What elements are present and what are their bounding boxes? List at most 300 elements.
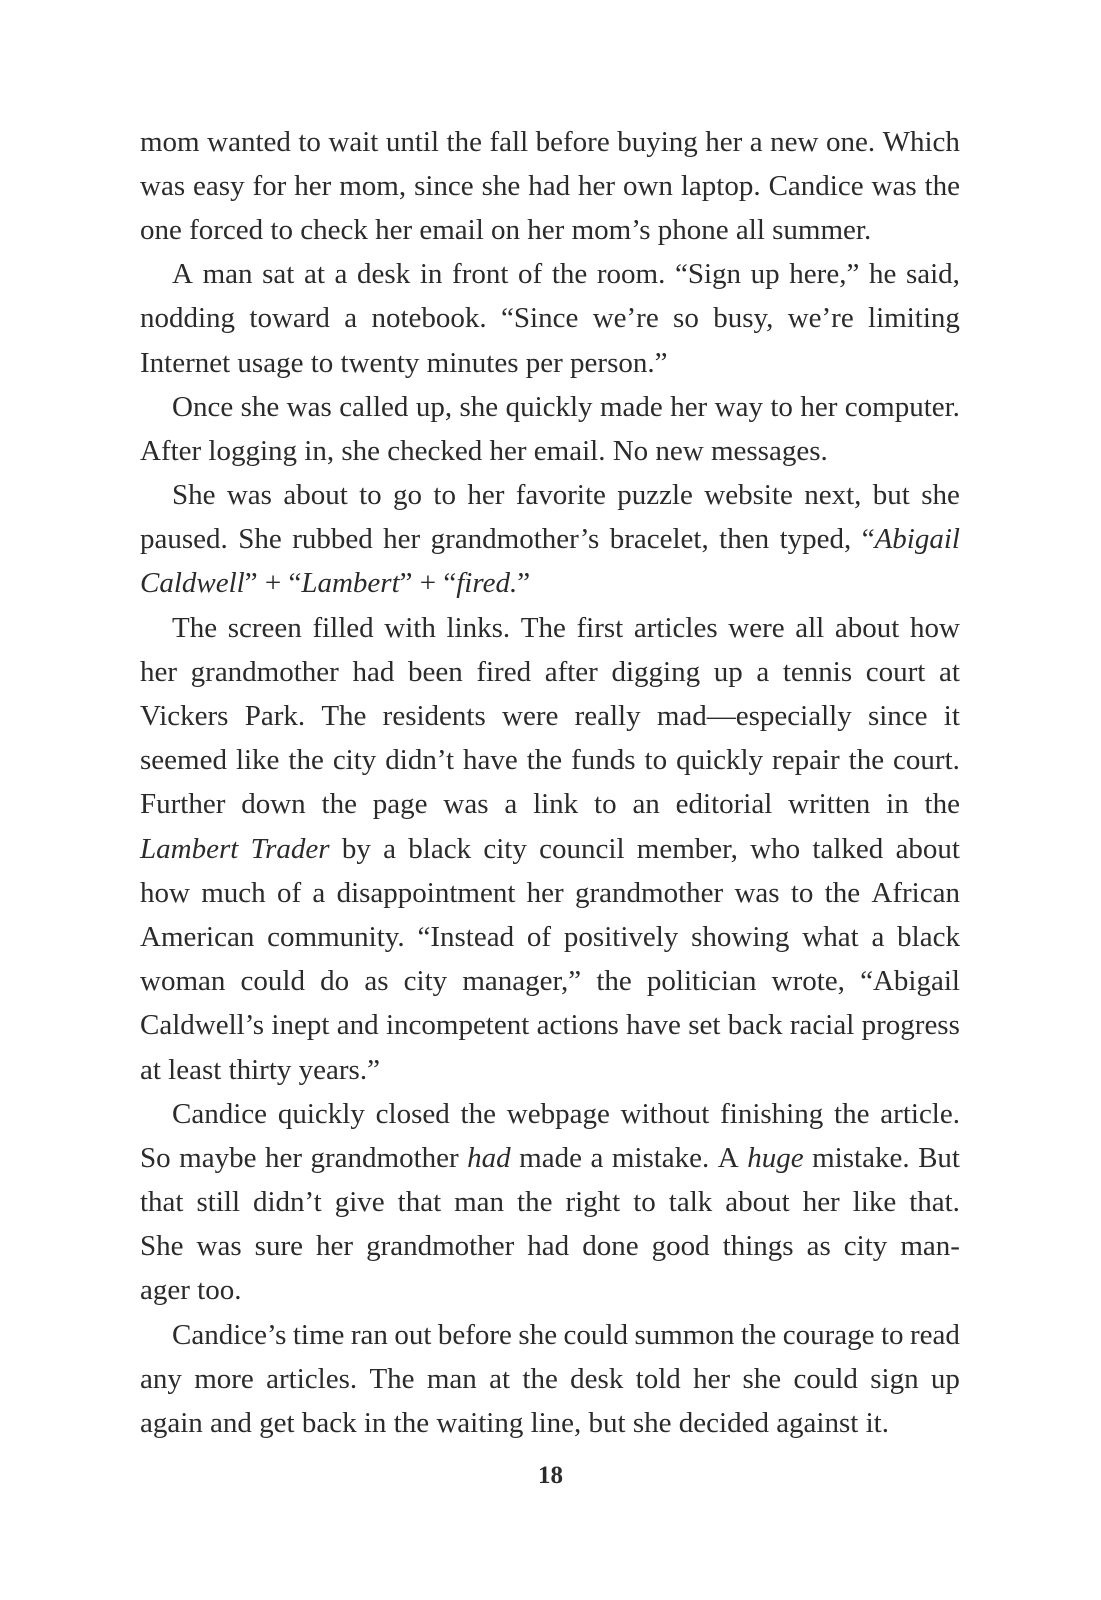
word: first (576, 611, 624, 644)
word: a (383, 832, 396, 865)
word: city (483, 832, 527, 865)
text-line (140, 385, 960, 429)
word: new (770, 125, 819, 158)
text-line (140, 1092, 960, 1136)
text-run: one forced to check her email on her mom’s phone all summer. (140, 213, 872, 246)
word: about (834, 611, 900, 644)
word: one. (826, 125, 876, 158)
word: she (459, 390, 499, 423)
text-run: After logging in, she checked her email. No new messages. (140, 434, 828, 467)
word: made (519, 1141, 582, 1174)
word: her (140, 655, 178, 688)
word: So (140, 1141, 171, 1174)
word: we’re (592, 302, 659, 335)
word: of (276, 876, 302, 909)
word: progress (861, 1009, 960, 1042)
word: to (790, 876, 814, 909)
word: limiting (868, 302, 960, 335)
word: A (717, 1141, 739, 1174)
word: since (867, 700, 928, 733)
word: who (750, 832, 801, 865)
text-line (140, 1181, 960, 1225)
word: Abigail (874, 523, 960, 556)
word: her (578, 169, 616, 202)
word: the (526, 744, 563, 777)
word: Park. (244, 700, 306, 733)
word: A (172, 258, 193, 291)
word: in (886, 788, 909, 821)
word: quickly (505, 390, 593, 423)
word: ran (350, 1318, 388, 1351)
word: made (599, 390, 663, 423)
word: woman (140, 965, 226, 998)
word: The (321, 700, 367, 733)
word: court (865, 655, 926, 688)
word: finishing (720, 1097, 824, 1130)
text-line (140, 827, 960, 871)
word: told (635, 1362, 681, 1395)
word: like (235, 744, 280, 777)
word: had (467, 1141, 511, 1174)
word: mad—especially (656, 700, 852, 733)
word: digging (611, 655, 701, 688)
word: out (394, 1318, 432, 1351)
word: by (341, 832, 371, 865)
word: that. (909, 1186, 960, 1219)
word: manager,” (462, 965, 582, 998)
word: black (408, 832, 472, 865)
word: Trader (250, 832, 330, 865)
word: racial (789, 1009, 855, 1042)
word: The (369, 1362, 415, 1395)
text-line (140, 871, 960, 915)
word: articles. (266, 1362, 358, 1395)
word: up (930, 1362, 960, 1395)
text-line (140, 518, 960, 562)
word: and (336, 1009, 379, 1042)
word: to (633, 1186, 656, 1219)
text-line (140, 1048, 960, 1092)
word: the (460, 1097, 496, 1130)
word: way (714, 390, 763, 423)
word: African (871, 876, 960, 909)
word: computer. (844, 390, 960, 423)
text-line (140, 1225, 960, 1269)
word: at (303, 258, 325, 291)
word: disappointment (336, 876, 516, 909)
word: since (414, 169, 474, 202)
text-line (140, 960, 960, 1004)
word: could (563, 1318, 628, 1351)
word: talk (668, 1186, 713, 1219)
word: she (742, 1362, 782, 1395)
text-line (140, 1269, 960, 1313)
italic-text: Lambert (301, 567, 400, 600)
word: a (756, 655, 770, 688)
word: article. (880, 1097, 960, 1130)
word: seemed (140, 744, 227, 777)
word: puzzle (617, 479, 693, 512)
word: own (622, 169, 673, 202)
word: grandmother’s (430, 523, 600, 556)
word: before (437, 1318, 512, 1351)
word: down (241, 788, 306, 821)
word: Caldwell’s (140, 1009, 265, 1042)
word: mistake. (812, 1141, 910, 1174)
text-line (140, 915, 960, 959)
word: mistake. (611, 1141, 710, 1174)
word: positively (563, 920, 679, 953)
word: bracelet, (609, 523, 709, 556)
word: before (535, 125, 610, 158)
word: her (467, 479, 505, 512)
word: closed (375, 1097, 450, 1130)
word: “Abigail (860, 965, 960, 998)
word: the (924, 169, 960, 202)
word: the (848, 744, 885, 777)
word: he (868, 258, 897, 291)
word: next, (804, 479, 862, 512)
word: about (725, 1186, 790, 1219)
word: time (292, 1318, 345, 1351)
word: of (518, 258, 543, 291)
word: good (651, 1230, 710, 1263)
word: what (802, 920, 859, 953)
word: the (924, 788, 960, 821)
word: how (909, 611, 960, 644)
word: give (334, 1186, 385, 1219)
word: go (393, 479, 423, 512)
word: were (728, 611, 785, 644)
page-number: 18 (538, 1462, 563, 1489)
word: community. (267, 920, 405, 953)
word: had (527, 1230, 570, 1263)
word: city (332, 744, 377, 777)
word: wait (328, 125, 379, 158)
text-run: ager too. (140, 1274, 242, 1307)
word: to (359, 479, 382, 512)
word: all (795, 611, 825, 644)
word: back (727, 1009, 783, 1042)
word: repair (772, 744, 840, 777)
word: was (734, 876, 780, 909)
word: her (526, 876, 564, 909)
word: Further (140, 788, 226, 821)
word: an (632, 788, 660, 821)
word: that (140, 1186, 184, 1219)
word: talked (812, 832, 884, 865)
word: grandmother (190, 655, 339, 688)
word: to (594, 788, 617, 821)
word: council (539, 832, 625, 865)
word: could (240, 965, 305, 998)
word: said, (905, 258, 960, 291)
word: was (871, 169, 917, 202)
text-line (140, 1401, 960, 1445)
word: nodding (140, 302, 236, 335)
word: about (895, 832, 960, 865)
text-line (140, 253, 960, 297)
word: laptop. (680, 169, 761, 202)
text-line (140, 694, 960, 738)
word: fired (476, 655, 532, 688)
word: “ (861, 523, 875, 556)
word: a (312, 876, 326, 909)
word: But (918, 1141, 960, 1174)
word: her (693, 1362, 731, 1395)
word: more (194, 1362, 254, 1395)
word: for (252, 169, 287, 202)
word: court. (893, 744, 960, 777)
text-line (140, 1136, 960, 1180)
word: have (626, 1009, 681, 1042)
word: sure (254, 1230, 303, 1263)
word: link (533, 788, 579, 821)
word: in (419, 258, 443, 291)
word: really (574, 700, 641, 733)
word: a (334, 258, 348, 291)
word: at (938, 655, 960, 688)
word: how (140, 876, 190, 909)
word: member, (636, 832, 738, 865)
word: the (446, 125, 482, 158)
text-line (140, 739, 960, 783)
word: webpage (506, 1097, 610, 1130)
word: so (673, 302, 699, 335)
word: up (750, 258, 780, 291)
word: front (452, 258, 509, 291)
word: here,” (789, 258, 860, 291)
word: read (910, 1318, 960, 1351)
text-run: Internet usage to twenty minutes per person.” (140, 346, 668, 379)
word: toward (249, 302, 330, 335)
word: notebook. (371, 302, 487, 335)
word: as (364, 965, 389, 998)
word: the (288, 744, 324, 777)
word: man (454, 1186, 505, 1219)
text-line (140, 1313, 960, 1357)
text-line (140, 783, 960, 827)
word: courage (782, 1318, 875, 1351)
word: mom, (339, 169, 407, 202)
italic-text: Caldwell (140, 567, 245, 600)
word: residents (382, 700, 486, 733)
text-line (140, 120, 960, 164)
word: the (740, 1318, 777, 1351)
word: done (582, 1230, 639, 1263)
word: to (880, 1318, 904, 1351)
word: Which (882, 125, 960, 158)
word: she (518, 1318, 558, 1351)
word: inept (271, 1009, 330, 1042)
word: “Instead (417, 920, 515, 953)
word: about (283, 479, 348, 512)
text-run: ” + “ (244, 567, 302, 600)
word: her (383, 523, 421, 556)
word: grandmother (310, 1141, 459, 1174)
word: Once (172, 390, 234, 423)
word: a (590, 1141, 604, 1174)
word: her (264, 1141, 302, 1174)
word: set (688, 1009, 721, 1042)
word-group (862, 523, 960, 556)
word: like (852, 1186, 897, 1219)
word: to (644, 744, 668, 777)
word: was (226, 479, 272, 512)
word: things (722, 1230, 794, 1263)
word: man (426, 1362, 477, 1395)
word: any (140, 1362, 182, 1395)
word: we’re (787, 302, 854, 335)
word: huge (747, 1141, 804, 1174)
text-line (140, 650, 960, 694)
word: was (443, 788, 489, 821)
word: summon (634, 1318, 735, 1351)
word: wrote, (771, 965, 845, 998)
word: links. (446, 611, 511, 644)
word: up, (415, 390, 453, 423)
word: The (520, 611, 566, 644)
word: She (238, 523, 282, 556)
word: showing (691, 920, 790, 953)
word: she (921, 479, 960, 512)
word: right (565, 1186, 621, 1219)
word: incompetent (385, 1009, 530, 1042)
word: room. (596, 258, 666, 291)
word: Candice’s (172, 1318, 287, 1351)
word: She (172, 479, 216, 512)
word: wanted (207, 125, 291, 158)
word: Candice (768, 169, 864, 202)
text-run: ” + “ (399, 567, 457, 600)
word: were (502, 700, 559, 733)
word: the (551, 258, 588, 291)
word: favorite (515, 479, 606, 512)
word: politician (646, 965, 757, 998)
word: busy, (713, 302, 774, 335)
text-line (140, 474, 960, 518)
word: “Sign (674, 258, 742, 291)
word: actions (536, 1009, 619, 1042)
word: easy (193, 169, 245, 202)
word: was (140, 169, 186, 202)
word: but (872, 479, 910, 512)
word: do (320, 965, 350, 998)
text-line (140, 1357, 960, 1401)
word: a (871, 920, 885, 953)
word: of (526, 920, 552, 953)
word: sat (262, 258, 295, 291)
word: American (140, 920, 255, 953)
word: the (824, 876, 861, 909)
word: after (544, 655, 598, 688)
word: was (196, 1230, 242, 1263)
text-line (140, 341, 960, 385)
word: a (344, 302, 358, 335)
word: still (196, 1186, 240, 1219)
word: man- (900, 1230, 960, 1263)
word: have (463, 744, 518, 777)
text-line (140, 562, 960, 606)
word: called (339, 390, 409, 423)
word: mom (140, 125, 200, 158)
text-run: at least thirty years.” (140, 1053, 380, 1086)
word: written (788, 788, 871, 821)
word: funds (571, 744, 636, 777)
word: paused. (140, 523, 228, 556)
word: city (403, 965, 448, 998)
word: fall (489, 125, 529, 158)
word: with (384, 611, 436, 644)
word: “Since (501, 302, 579, 335)
word: city (843, 1230, 888, 1263)
word: the (834, 1097, 870, 1130)
word: typed, (779, 523, 852, 556)
word: desk (570, 1362, 624, 1395)
text-line (140, 606, 960, 650)
word: to (298, 125, 321, 158)
text-run: ” (517, 567, 531, 600)
word: to (433, 479, 456, 512)
text-line (140, 429, 960, 473)
word: the (596, 965, 632, 998)
word: was (286, 390, 332, 423)
word: she (481, 169, 521, 202)
word: been (407, 655, 463, 688)
word: website (704, 479, 793, 512)
word: up (713, 655, 743, 688)
word: her (800, 390, 838, 423)
word: her (670, 390, 708, 423)
word: didn’t (252, 1186, 322, 1219)
word: rubbed (292, 523, 373, 556)
word: a (749, 125, 763, 158)
word: could (793, 1362, 858, 1395)
word: Candice (172, 1097, 268, 1130)
word: her (802, 1186, 840, 1219)
word: had (352, 655, 395, 688)
word: at (489, 1362, 511, 1395)
word: as (806, 1230, 831, 1263)
word: buying (617, 125, 698, 158)
word: grandmother (366, 1230, 515, 1263)
word: a (504, 788, 518, 821)
text-line (140, 208, 960, 252)
word: the (522, 1362, 558, 1395)
word: without (620, 1097, 710, 1130)
word: the (321, 788, 357, 821)
word: it (943, 700, 960, 733)
word: her (705, 125, 743, 158)
word: she (240, 390, 280, 423)
word: quickly (277, 1097, 365, 1130)
word: quickly (676, 744, 764, 777)
word: that (397, 1186, 442, 1219)
word: maybe (179, 1141, 257, 1174)
word: tennis (782, 655, 853, 688)
word: filled (312, 611, 374, 644)
word: then (719, 523, 770, 556)
word: didn’t (385, 744, 455, 777)
text-line (140, 1004, 960, 1048)
word: much (201, 876, 266, 909)
word: page (372, 788, 428, 821)
text-line (140, 164, 960, 208)
word: She (140, 1230, 184, 1263)
word: to (770, 390, 793, 423)
word: editorial (675, 788, 773, 821)
word: desk (357, 258, 411, 291)
